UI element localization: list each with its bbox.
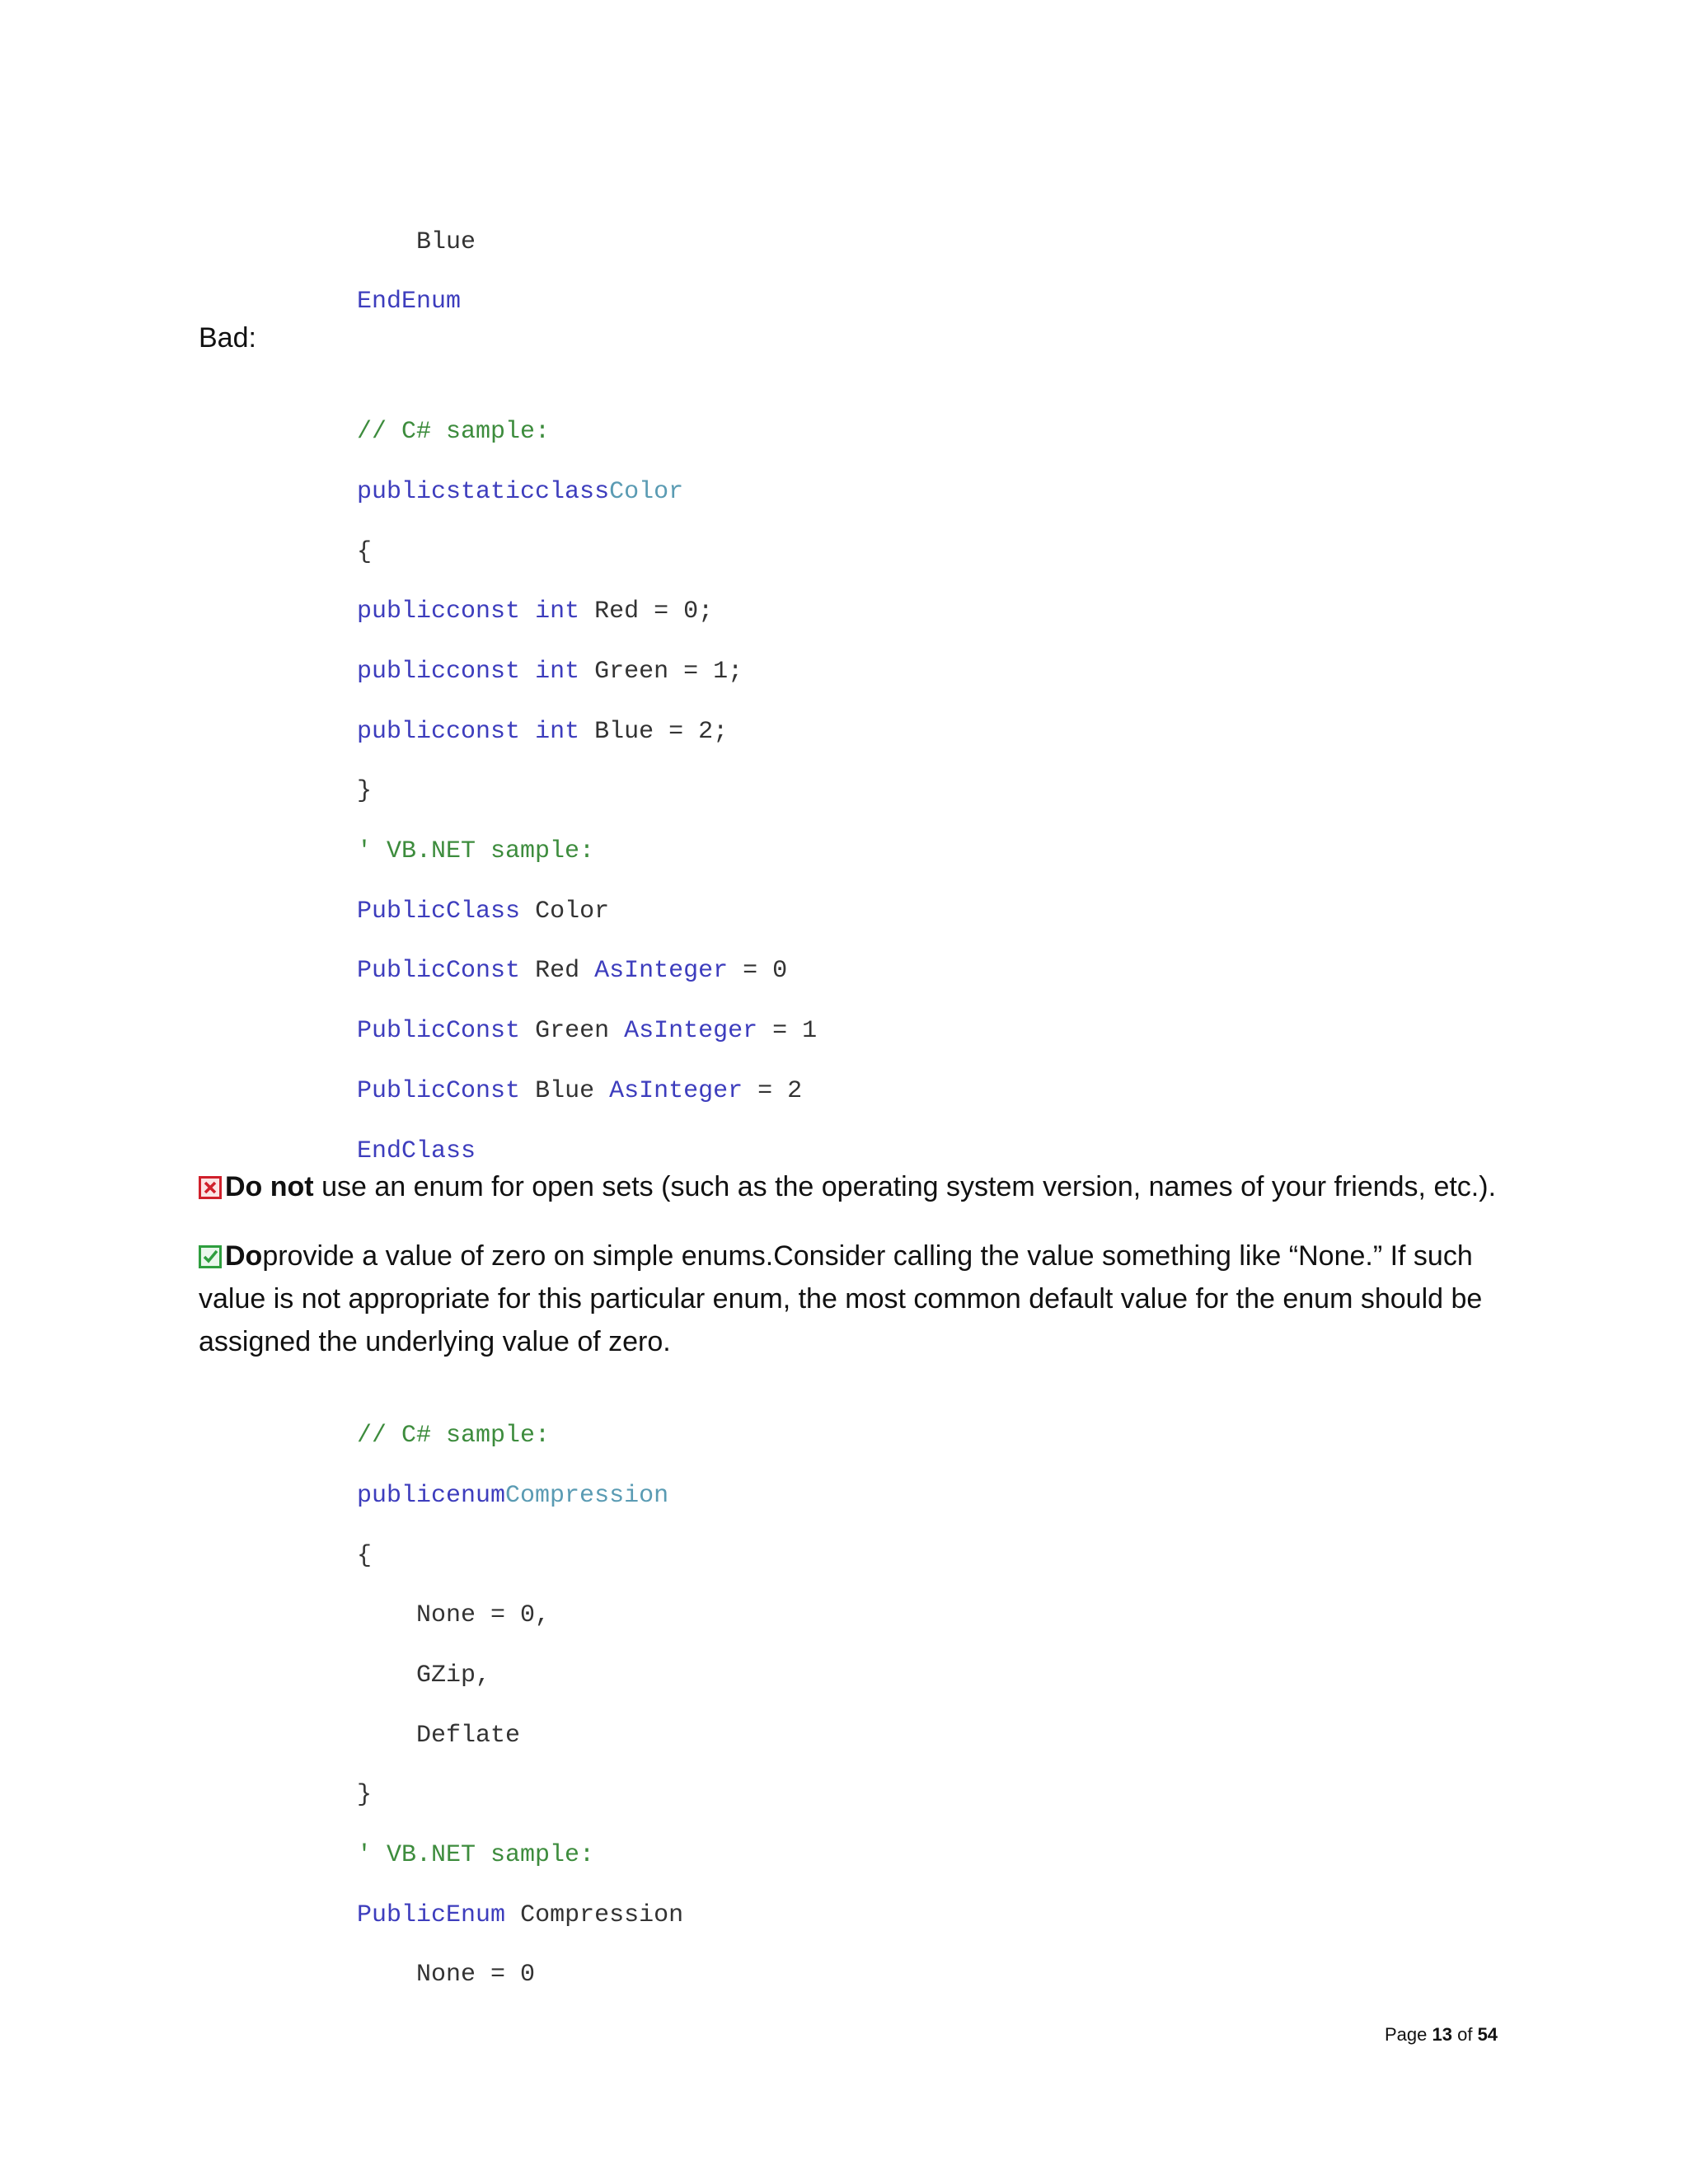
- bad-label: Bad:: [199, 322, 256, 354]
- keyword: AsInteger: [594, 957, 729, 985]
- rule-do: [199, 1235, 1484, 1363]
- keyword: publicstaticclass: [357, 478, 610, 506]
- code-text: = 0: [743, 957, 788, 985]
- type-name: Compression: [505, 1482, 669, 1510]
- keyword: publicenum: [357, 1482, 506, 1510]
- enum-member: Deflate: [416, 1722, 521, 1750]
- code-text: Green: [535, 1017, 610, 1045]
- type-name: Color: [609, 478, 684, 506]
- keyword: PublicConst: [357, 1077, 521, 1105]
- code-text: Compression: [520, 1901, 684, 1929]
- rule-do-not: [199, 1165, 1534, 1208]
- total-pages: 54: [1477, 2024, 1498, 2045]
- brace: }: [357, 777, 373, 805]
- footer-of: of: [1451, 2024, 1478, 2045]
- code-line: [357, 1930, 535, 2019]
- brace: }: [357, 1781, 373, 1809]
- comment-text: ' VB.NET sample:: [357, 837, 595, 865]
- keyword: EndClass: [357, 1137, 476, 1165]
- enum-member: None = 0,: [416, 1601, 551, 1629]
- code-text: Blue = 2;: [594, 718, 729, 746]
- keyword: PublicConst: [357, 1017, 521, 1045]
- keyword: int: [535, 718, 580, 746]
- comment-text: ' VB.NET sample:: [357, 1841, 595, 1869]
- keyword: publicconst: [357, 718, 521, 746]
- current-page-number: 13: [1432, 2024, 1452, 2045]
- code-text: Red = 0;: [594, 598, 714, 626]
- x-box-icon: [199, 1176, 222, 1199]
- code-text: Blue: [535, 1077, 595, 1105]
- code-text: Color: [535, 898, 610, 926]
- enum-member: None = 0: [416, 1961, 536, 1989]
- rule-keyword: Do not: [225, 1171, 314, 1202]
- keyword: PublicConst: [357, 957, 521, 985]
- code-text: Red: [535, 957, 580, 985]
- keyword: PublicEnum: [357, 1901, 506, 1929]
- enum-member: GZip,: [416, 1661, 491, 1690]
- code-line: [357, 1691, 520, 1780]
- keyword: publicconst: [357, 598, 521, 626]
- keyword: publicconst: [357, 658, 521, 686]
- keyword: int: [535, 658, 580, 686]
- code-text: = 2: [757, 1077, 803, 1105]
- check-box-icon: [199, 1245, 222, 1268]
- keyword: AsInteger: [609, 1077, 743, 1105]
- keyword: int: [535, 598, 580, 626]
- enum-member: Blue: [416, 228, 476, 256]
- rule-text: use an enum for open sets (such as the operating system version, names of your friends, etc.).: [313, 1171, 1497, 1202]
- comment-text: // C# sample:: [357, 1422, 551, 1450]
- rule-text: provide a value of zero on simple enums.Consider calling the value something like “None.” If such value is not appropriate for this particular enum, the most common default value for the enum should be assigned the underlying value of zero.: [199, 1240, 1483, 1357]
- page-footer: [1385, 2024, 1498, 2046]
- brace: {: [357, 1542, 373, 1570]
- keyword: PublicClass: [357, 898, 521, 926]
- keyword: EndEnum: [357, 288, 462, 316]
- footer-prefix: Page: [1385, 2024, 1432, 2045]
- rule-keyword: Do: [225, 1240, 263, 1272]
- code-line: [298, 257, 461, 346]
- code-text: = 1: [772, 1017, 818, 1045]
- brace: {: [357, 538, 373, 566]
- code-text: Green = 1;: [594, 658, 743, 686]
- keyword: AsInteger: [624, 1017, 758, 1045]
- comment-text: // C# sample:: [357, 418, 551, 446]
